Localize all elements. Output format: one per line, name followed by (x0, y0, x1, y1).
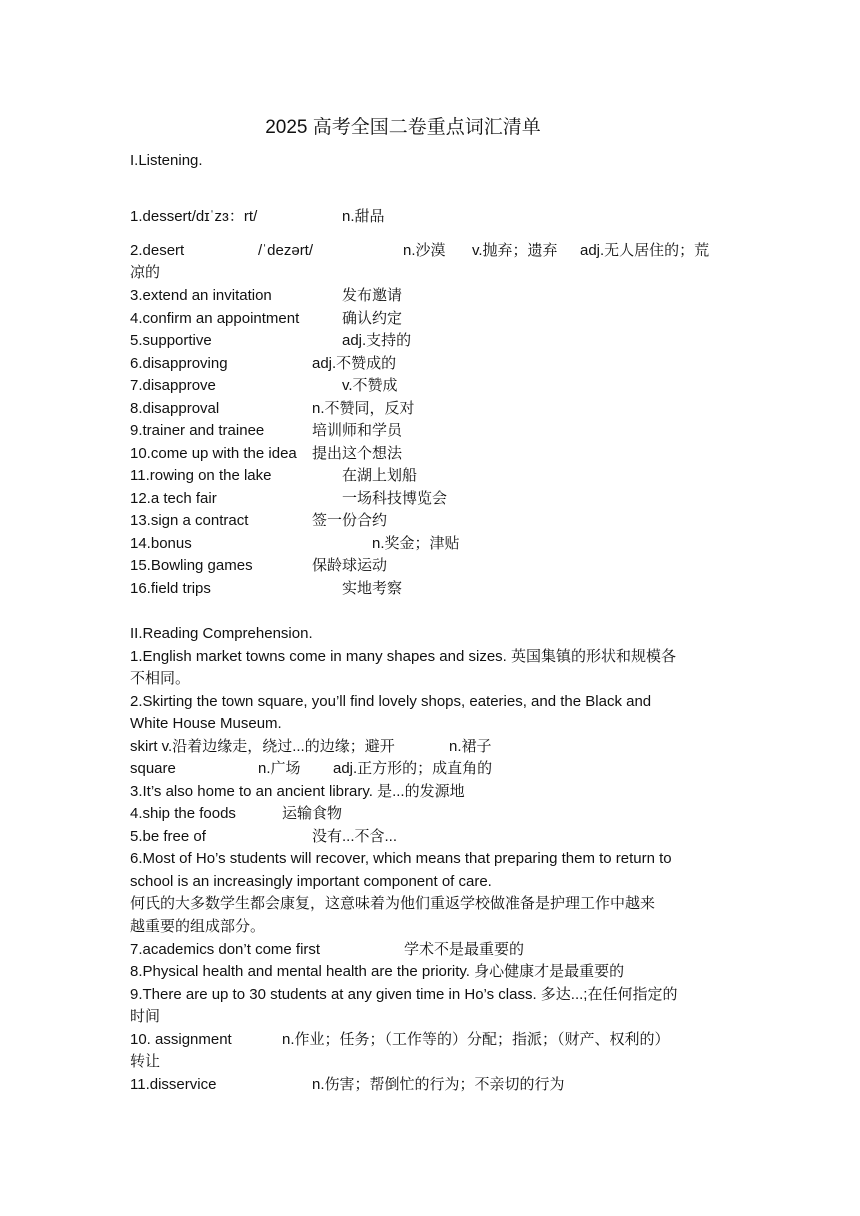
vocab-meaning: 在湖上划船 (342, 467, 418, 484)
vocab-meaning: 实地考察 (342, 580, 403, 597)
vocab-term: 13.sign a contract (130, 512, 249, 529)
vocab-meaning: adj.支持的 (342, 332, 412, 349)
vocab-term: 4.ship the foods (130, 805, 236, 822)
vocab-meaning: 培训师和学员 (312, 422, 403, 439)
vocab-term: 2.desert (130, 242, 185, 259)
vocab-term: 6.disapproving (130, 355, 228, 372)
vocab-term: 7.academics don’t come first (130, 941, 321, 958)
vocab-term: 7.disapprove (130, 377, 216, 394)
vocab-term: square (130, 760, 176, 777)
vocab-meaning: n.不赞同，反对 (312, 400, 415, 417)
vocab-meaning: 签一份合约 (312, 512, 388, 529)
vocab-meaning: n.作业；任务；（工作等的）分配；指派；（财产、权利的） (282, 1031, 670, 1048)
reading-sentence: 2.Skirting the town square, you’ll find lovely shops, eateries, and the Black and (130, 693, 652, 710)
vocab-meaning: 发布邀请 (342, 287, 403, 304)
vocab-meaning: adj.不赞成的 (312, 355, 397, 372)
vocab-term: 14.bonus (130, 535, 192, 552)
vocab-meaning: 一场科技博览会 (342, 490, 448, 507)
vocab-meaning: 保龄球运动 (312, 557, 388, 574)
reading-sentence-continued: 不相同。 (130, 670, 191, 687)
vocab-term: 10. assignment (130, 1031, 232, 1048)
vocab-term: 15.Bowling games (130, 557, 253, 574)
vocab-term: 5.supportive (130, 332, 212, 349)
vocab-meaning: adj.正方形的；成直角的 (333, 760, 493, 777)
vocab-meaning: 没有...不含... (312, 828, 398, 845)
vocab-meaning: v.不赞成 (342, 377, 398, 394)
vocab-meaning: n.奖金；津贴 (372, 535, 460, 552)
vocab-term: 16.field trips (130, 580, 211, 597)
reading-translation-continued: 越重要的组成部分。 (130, 918, 266, 935)
reading-sentence-continued: school is an increasingly important component of care. (130, 873, 492, 890)
vocab-meaning: 运输食物 (282, 805, 343, 822)
vocab-term: 5.be free of (130, 828, 206, 845)
vocab-term: 8.disapproval (130, 400, 220, 417)
vocab-meaning: v.抛弃；遗弃 (472, 242, 558, 259)
vocab-meaning: n.甜品 (342, 208, 385, 225)
section-heading-listening: I.Listening. (130, 152, 203, 169)
vocab-term: 9.trainer and trainee (130, 422, 265, 439)
vocab-term: 10.come up with the idea (130, 445, 297, 462)
vocab-term: 11.disservice (130, 1076, 217, 1093)
reading-translation: 何氏的大多数学生都会康复，这意味着为他们重返学校做准备是护理工作中越来 (130, 895, 656, 912)
reading-sentence: 3.It’s also home to an ancient library. 是...的发源地 (130, 783, 465, 800)
reading-sentence: 9.There are up to 30 students at any given time in Ho’s class. 多达...;在任何指定的 (130, 986, 678, 1003)
section-heading-reading: II.Reading Comprehension. (130, 625, 313, 642)
vocab-meaning: 确认约定 (342, 310, 403, 327)
vocab-meaning: n.广场 (258, 760, 301, 777)
reading-sentence: 6.Most of Ho’s students will recover, which means that preparing them to return to (130, 850, 672, 867)
vocab-meaning: n.伤害；帮倒忙的行为；不亲切的行为 (312, 1076, 565, 1093)
vocab-term: skirt v.沿着边缘走，绕过...的边缘；避开 (130, 738, 395, 755)
reading-sentence-continued: White House Museum. (130, 715, 282, 732)
vocab-term: 3.extend an invitation (130, 287, 272, 304)
vocab-meaning-continued: 凉的 (130, 264, 161, 281)
vocab-term: 4.confirm an appointment (130, 310, 300, 327)
reading-sentence: 1.English market towns come in many shapes and sizes. 英国集镇的形状和规模各 (130, 648, 677, 665)
vocab-meaning-continued: 转让 (130, 1053, 161, 1070)
vocab-meaning: 提出这个想法 (312, 445, 403, 462)
document-title: 2025 高考全国二卷重点词汇清单 (265, 117, 541, 138)
vocab-meaning: n.沙漠 (403, 242, 446, 259)
vocab-term: 11.rowing on the lake (130, 467, 272, 484)
vocab-meaning: n.裙子 (449, 738, 492, 755)
vocab-meaning: adj.无人居住的；荒 (580, 242, 710, 259)
vocab-meaning: 学术不是最重要的 (404, 941, 525, 958)
reading-sentence: 8.Physical health and mental health are the priority. 身心健康才是最重要的 (130, 963, 625, 980)
vocab-term: 12.a tech fair (130, 490, 217, 507)
vocab-term: 1.dessert/dɪˈzɜ：rt/ (130, 208, 258, 225)
vocab-ipa: /ˈdezərt/ (258, 242, 314, 259)
reading-sentence-continued: 时间 (130, 1008, 161, 1025)
